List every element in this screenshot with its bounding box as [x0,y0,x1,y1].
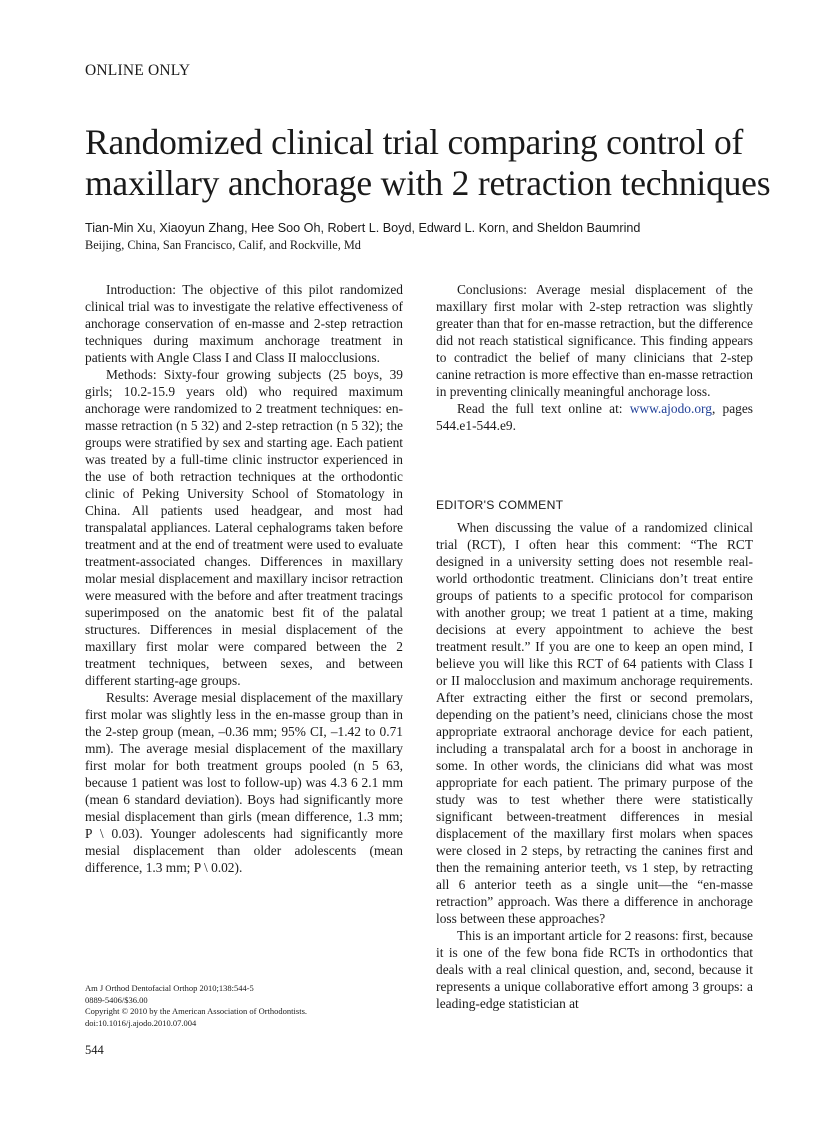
citation-block [85,983,307,1029]
read-online-suffix: , pages 544.e1-544.e9. [436,401,753,433]
abstract-introduction: Introduction: The objective of this pilot randomized clinical trial was to investigate the relative effectiveness of anchorage conservation of en-masse and 2-step retraction techniques during maximum anchorage treatment in patients with Angle Class I and Class II malocclusions. [85,282,403,365]
abstract-left-column [85,281,403,876]
copyright-notice: Copyright © 2010 by the American Association of Orthodontists. [85,1006,308,1017]
author-list: Tian-Min Xu, Xiaoyun Zhang, Hee Soo Oh, Robert L. Boyd, Edward L. Korn, and Sheldon Baumrind [85,221,641,235]
article-title: Randomized clinical trial comparing control of maxillary anchorage with 2 retraction techniques [85,122,771,203]
abstract-results: Results: Average mesial displacement of the maxillary first molar was slightly less in the en-masse group than in the 2-step group (mean, –0.36 mm; 95% CI, –1.42 to 0.71 mm). The average mesial displacement of the maxillary first molar for both treatment groups pooled (n 5 63, because 1 patient was lost to follow-up) was 4.3 6 2.1 mm (mean 6 standard deviation). Boys had significantly more mesial displacement than girls (mean difference, 1.3 mm; P \ 0.03). Younger adolescents had significantly more mesial displacement than older adolescents (mean difference, 1.3 mm; P \ 0.02). [85,690,403,875]
abstract-conclusions: Conclusions: Average mesial displacement of the maxillary first molar with 2-step retraction was slightly greater than that for en-masse retraction, but the difference did not reach statistical significance. This finding appears to contradict the belief of many clinicians that 2-step canine retraction is more effective than en-masse retraction in preventing clinically meaningful anchorage loss. [436,282,753,399]
journal-citation: Am J Orthod Dentofacial Orthop 2010;138:544-5 [85,983,254,993]
journal-website-link[interactable]: www.ajodo.org [629,401,712,416]
affiliations: Beijing, China, San Francisco, Calif, and Rockville, Md [85,238,361,252]
read-online-prefix: Read the full text online at: [457,401,630,416]
section-label: ONLINE ONLY [85,62,191,79]
abstract-methods: Methods: Sixty-four growing subjects (25 boys, 39 girls; 10.2-15.9 years old) who required maximum anchorage were randomized to 2 treatment techniques: en-masse retraction (n 5 32) and 2-step retraction (n 5 32); the groups were stratified by sex and starting age. Each patient was treated by a full-time clinic instructor experienced in the use of both retraction techniques at the orthodontic clinic of Peking University School of Stomatology in China. All patients used headgear, and most had transpalatal appliances. Lateral cephalograms taken before treatment and at the end of treatment were used to evaluate treatment-associated changes. Differences in maxillary molar mesial displacement and maxillary incisor retraction were measured with the before and after treatment tracings superimposed on the anatomic best fit of the palatal structures. Differences in mesial displacement of the maxillary first molar were compared between the 2 treatment techniques, between sexes, and between different starting-age groups. [85,367,403,688]
read-online-note [436,400,753,434]
page-number: 544 [85,1043,104,1057]
doi[interactable]: doi:10.1016/j.ajodo.2010.07.004 [85,1017,197,1028]
editor-comment-paragraph: When discussing the value of a randomized clinical trial (RCT), I often hear this comment: “The RCT designed in a university setting does not resemble real-world orthodontic treatment. Clinicians don’t treat entire groups of patients to a specific protocol for comparison with another group; we treat 1 patient at a time, making decisions at every appointment to achieve the best treatment result.” If you are one to keep an open mind, I believe you will like this RCT of 64 patients with Class I or II malocclusion and maximum anchorage requirements. After extracting either the first or second premolars, depending on the patient’s need, clinicians chose the most appropriate extraoral anchorage device for each patient, including a transpalatal arch for a boost in anchorage in some. In other words, the clinicians did what was most appropriate for each patient. The primary purpose of the study was to test whether there were statistically significant between-treatment differences in mesial displacement of the maxillary first molars when spaces were closed in 2 steps, by retracting the canines first and then the remaining anterior teeth, vs 1 step, by retracting all 6 anterior teeth as a single unit—the “en-masse retraction” approach. Was there a difference in anchorage loss between these approaches? [436,520,753,926]
editor-comment-paragraph: This is an important article for 2 reasons: first, because it is one of the few bona fide RCTs in orthodontics that deals with a real clinical question, and, second, because it represents a unique collaborative effort among 3 groups: a leading-edge statistician at [436,928,753,1011]
editor-comment-column [436,519,753,1012]
editor-comment-heading: EDITOR'S COMMENT [436,498,564,512]
issn: 0889-5406/$36.00 [85,994,148,1005]
abstract-right-column [436,281,753,434]
